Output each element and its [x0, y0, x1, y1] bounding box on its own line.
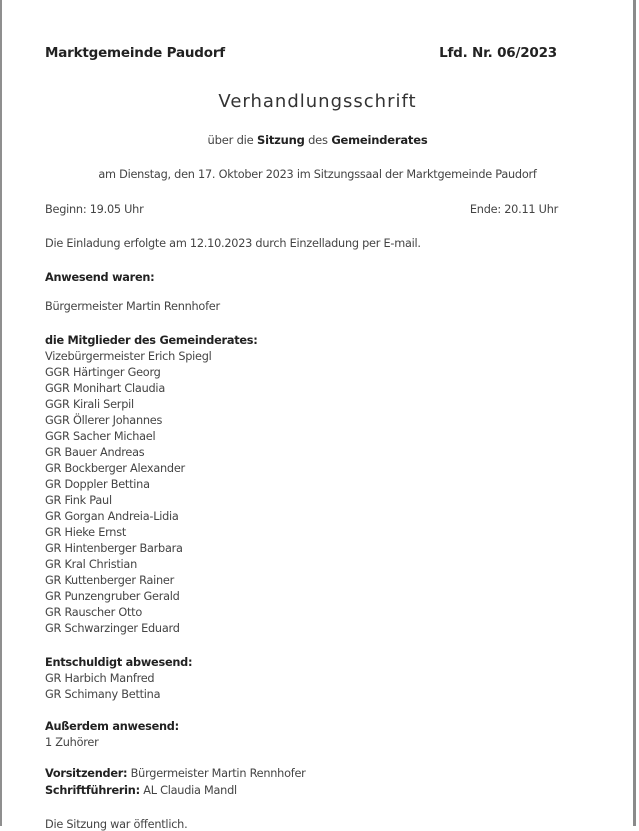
meeting-date-line: am Dienstag, den 17. Oktober 2023 im Sitzungssaal der Marktgemeinde Paudorf [98, 168, 537, 181]
list-item: GR Schimany Bettina [45, 688, 161, 701]
municipality-name: Marktgemeinde Paudorf [45, 45, 225, 61]
document-number: Lfd. Nr. 06/2023 [439, 45, 557, 61]
list-item: GR Rauscher Otto [45, 606, 142, 619]
list-item: GR Gorgan Andreia-Lidia [45, 510, 179, 523]
chair-label: Vorsitzender: [45, 767, 128, 780]
document-title: Verhandlungsschrift [218, 91, 417, 112]
list-item: GGR Öllerer Johannes [45, 414, 163, 427]
document-page [2, 0, 633, 831]
present-heading: Anwesend waren: [45, 271, 155, 284]
also-present-heading: Außerdem anwesend: [45, 720, 179, 733]
chair-line [45, 767, 306, 780]
list-item: GR Fink Paul [45, 494, 112, 507]
secretary-line [45, 784, 237, 797]
chair-value: Bürgermeister Martin Rennhofer [127, 767, 306, 780]
list-item: GR Kuttenberger Rainer [45, 574, 175, 587]
subtitle-council: Gemeinderates [331, 133, 428, 147]
list-item: GR Punzengruber Gerald [45, 590, 180, 603]
also-present-list [45, 719, 179, 751]
excused-heading: Entschuldigt abwesend: [45, 656, 193, 669]
council-members-list [45, 333, 258, 637]
list-item: GR Kral Christian [45, 558, 138, 571]
page-edge-right [633, 0, 636, 826]
document-subtitle [2, 133, 633, 147]
list-item: GGR Sacher Michael [45, 430, 156, 443]
public-session-note: Die Sitzung war öffentlich. [45, 818, 188, 831]
list-item: GR Hintenberger Barbara [45, 542, 183, 555]
list-item: GR Schwarzinger Eduard [45, 622, 180, 635]
subtitle-session: Sitzung [257, 133, 305, 147]
begin-time: Beginn: 19.05 Uhr [45, 203, 144, 216]
secretary-label: Schriftführerin: [45, 784, 140, 797]
excused-list [45, 655, 192, 703]
invitation-note: Die Einladung erfolgte am 12.10.2023 durch Einzelladung per E-mail. [45, 237, 421, 250]
end-time: Ende: 20.11 Uhr [469, 203, 558, 216]
list-item: GGR Härtinger Georg [45, 366, 161, 379]
council-members-heading: die Mitglieder des Gemeinderates: [45, 334, 258, 347]
present-mayor: Bürgermeister Martin Rennhofer [45, 300, 220, 313]
subtitle-prefix: über die [207, 133, 257, 147]
subtitle-middle: des [304, 133, 332, 147]
list-item: GR Doppler Bettina [45, 478, 150, 491]
list-item: GR Hieke Ernst [45, 526, 127, 539]
list-item: GR Harbich Manfred [45, 672, 155, 685]
list-item: Vizebürgermeister Erich Spiegl [45, 350, 212, 363]
list-item: GGR Monihart Claudia [45, 382, 165, 395]
secretary-value: AL Claudia Mandl [139, 784, 237, 797]
list-item: 1 Zuhörer [45, 736, 99, 749]
list-item: GGR Kirali Serpil [45, 398, 134, 411]
list-item: GR Bauer Andreas [45, 446, 145, 459]
list-item: GR Bockberger Alexander [45, 462, 185, 475]
